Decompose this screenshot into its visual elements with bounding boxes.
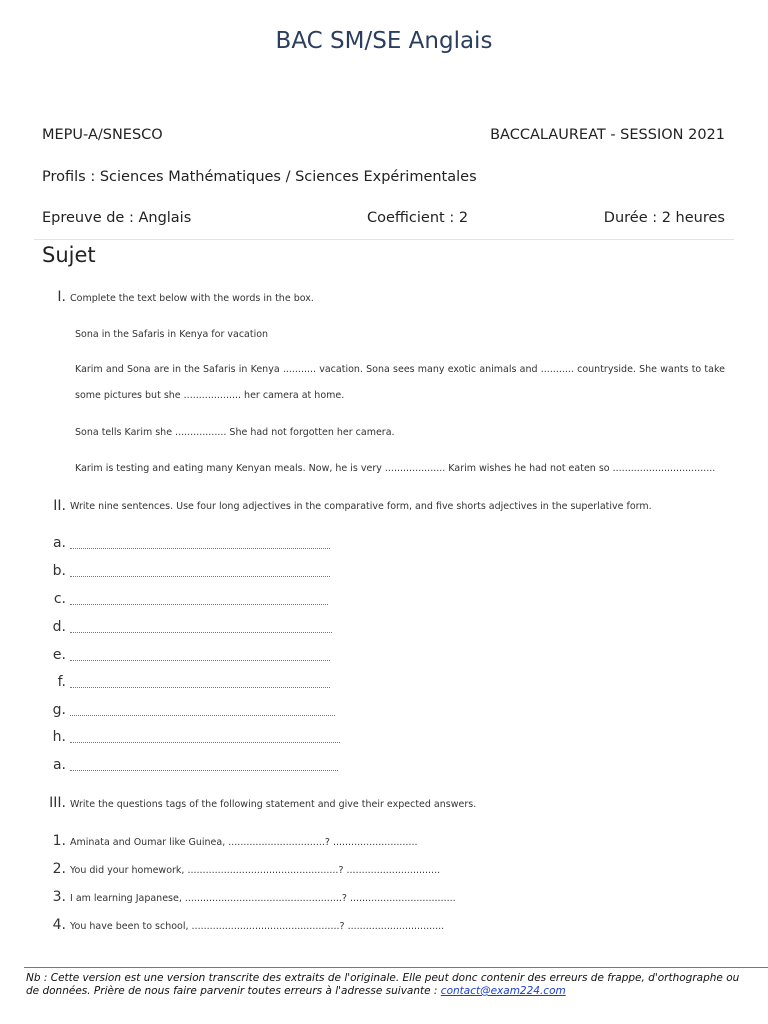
sujet-heading: Sujet bbox=[42, 243, 96, 267]
section1-instruction: Complete the text below with the words in the box. bbox=[70, 293, 314, 304]
footer-note bbox=[26, 972, 751, 998]
info-row-1 bbox=[42, 127, 725, 143]
question-number: 1. bbox=[52, 833, 66, 849]
answer-line[interactable] bbox=[70, 741, 340, 743]
answer-line[interactable] bbox=[70, 575, 330, 577]
question-number: 4. bbox=[52, 917, 66, 933]
answer-line-label: a. bbox=[52, 535, 66, 551]
session-label: BACCALAUREAT - SESSION 2021 bbox=[490, 127, 725, 143]
section3-number: III. bbox=[49, 795, 66, 811]
answer-line-label: d. bbox=[52, 619, 66, 635]
question-text: I am learning Japanese, ....................................................? ................................... bbox=[70, 893, 456, 904]
footer-divider bbox=[24, 967, 768, 968]
institution-label: MEPU-A/SNESCO bbox=[42, 127, 163, 143]
answer-line[interactable] bbox=[70, 631, 332, 633]
answer-line[interactable] bbox=[70, 686, 330, 688]
question-number: 2. bbox=[52, 861, 66, 877]
question-text: You did your homework, ..................................................? ............................... bbox=[70, 865, 441, 876]
epreuve-label: Epreuve de : Anglais bbox=[42, 210, 192, 226]
answer-line-label: c. bbox=[53, 591, 66, 607]
answer-line[interactable] bbox=[70, 769, 338, 771]
divider bbox=[34, 239, 734, 240]
contact-email-link[interactable]: contact@exam224.com bbox=[440, 985, 566, 997]
answer-line-label: a. bbox=[52, 757, 66, 773]
answer-line[interactable] bbox=[70, 659, 330, 661]
info-row-3 bbox=[42, 210, 725, 226]
section1-para2: Sona tells Karim she ................. She had not forgotten her camera. bbox=[75, 427, 395, 438]
section2-number: II. bbox=[53, 498, 66, 514]
question-text: Aminata and Oumar like Guinea, ................................? ............................ bbox=[70, 837, 418, 848]
answer-line-label: b. bbox=[52, 563, 66, 579]
answer-line-label: h. bbox=[52, 729, 66, 745]
section1-para1: Karim and Sona are in the Safaris in Kenya ........... vacation. Sona sees many exotic animals and ........... countryside. She wants to take some pictures but she ................... her camera at home. bbox=[75, 364, 725, 401]
section1-para3: Karim is testing and eating many Kenyan meals. Now, he is very .................... Karim wishes he had not eaten so .................................. bbox=[75, 463, 716, 474]
answer-line-label: f. bbox=[57, 674, 66, 690]
answer-line[interactable] bbox=[70, 603, 328, 605]
section1-number: I. bbox=[57, 289, 66, 305]
section3-instruction: Write the questions tags of the following statement and give their expected answers. bbox=[70, 799, 477, 810]
footer-note-text: Nb : Cette version est une version transcrite des extraits de l'originale. Elle peut donc contenir des erreurs de frappe, d'orthographe ou de données. Prière de nous faire parvenir toutes erreurs à l'adresse suivante : bbox=[26, 972, 740, 997]
answer-line[interactable] bbox=[70, 714, 335, 716]
answer-line-label: g. bbox=[52, 702, 66, 718]
question-text: You have been to school, .................................................? ................................ bbox=[70, 921, 445, 932]
question-number: 3. bbox=[52, 889, 66, 905]
section2-instruction: Write nine sentences. Use four long adjectives in the comparative form, and five shorts adjectives in the superlative form. bbox=[70, 501, 652, 512]
coefficient-label: Coefficient : 2 bbox=[367, 210, 469, 226]
page-title: BAC SM/SE Anglais bbox=[275, 28, 493, 54]
duree-label: Durée : 2 heures bbox=[603, 210, 725, 226]
section1-heading: Sona in the Safaris in Kenya for vacation bbox=[75, 329, 269, 340]
answer-line-label: e. bbox=[52, 647, 66, 663]
profils-label: Profils : Sciences Mathématiques / Sciences Expérimentales bbox=[42, 169, 477, 185]
answer-line[interactable] bbox=[70, 547, 330, 549]
